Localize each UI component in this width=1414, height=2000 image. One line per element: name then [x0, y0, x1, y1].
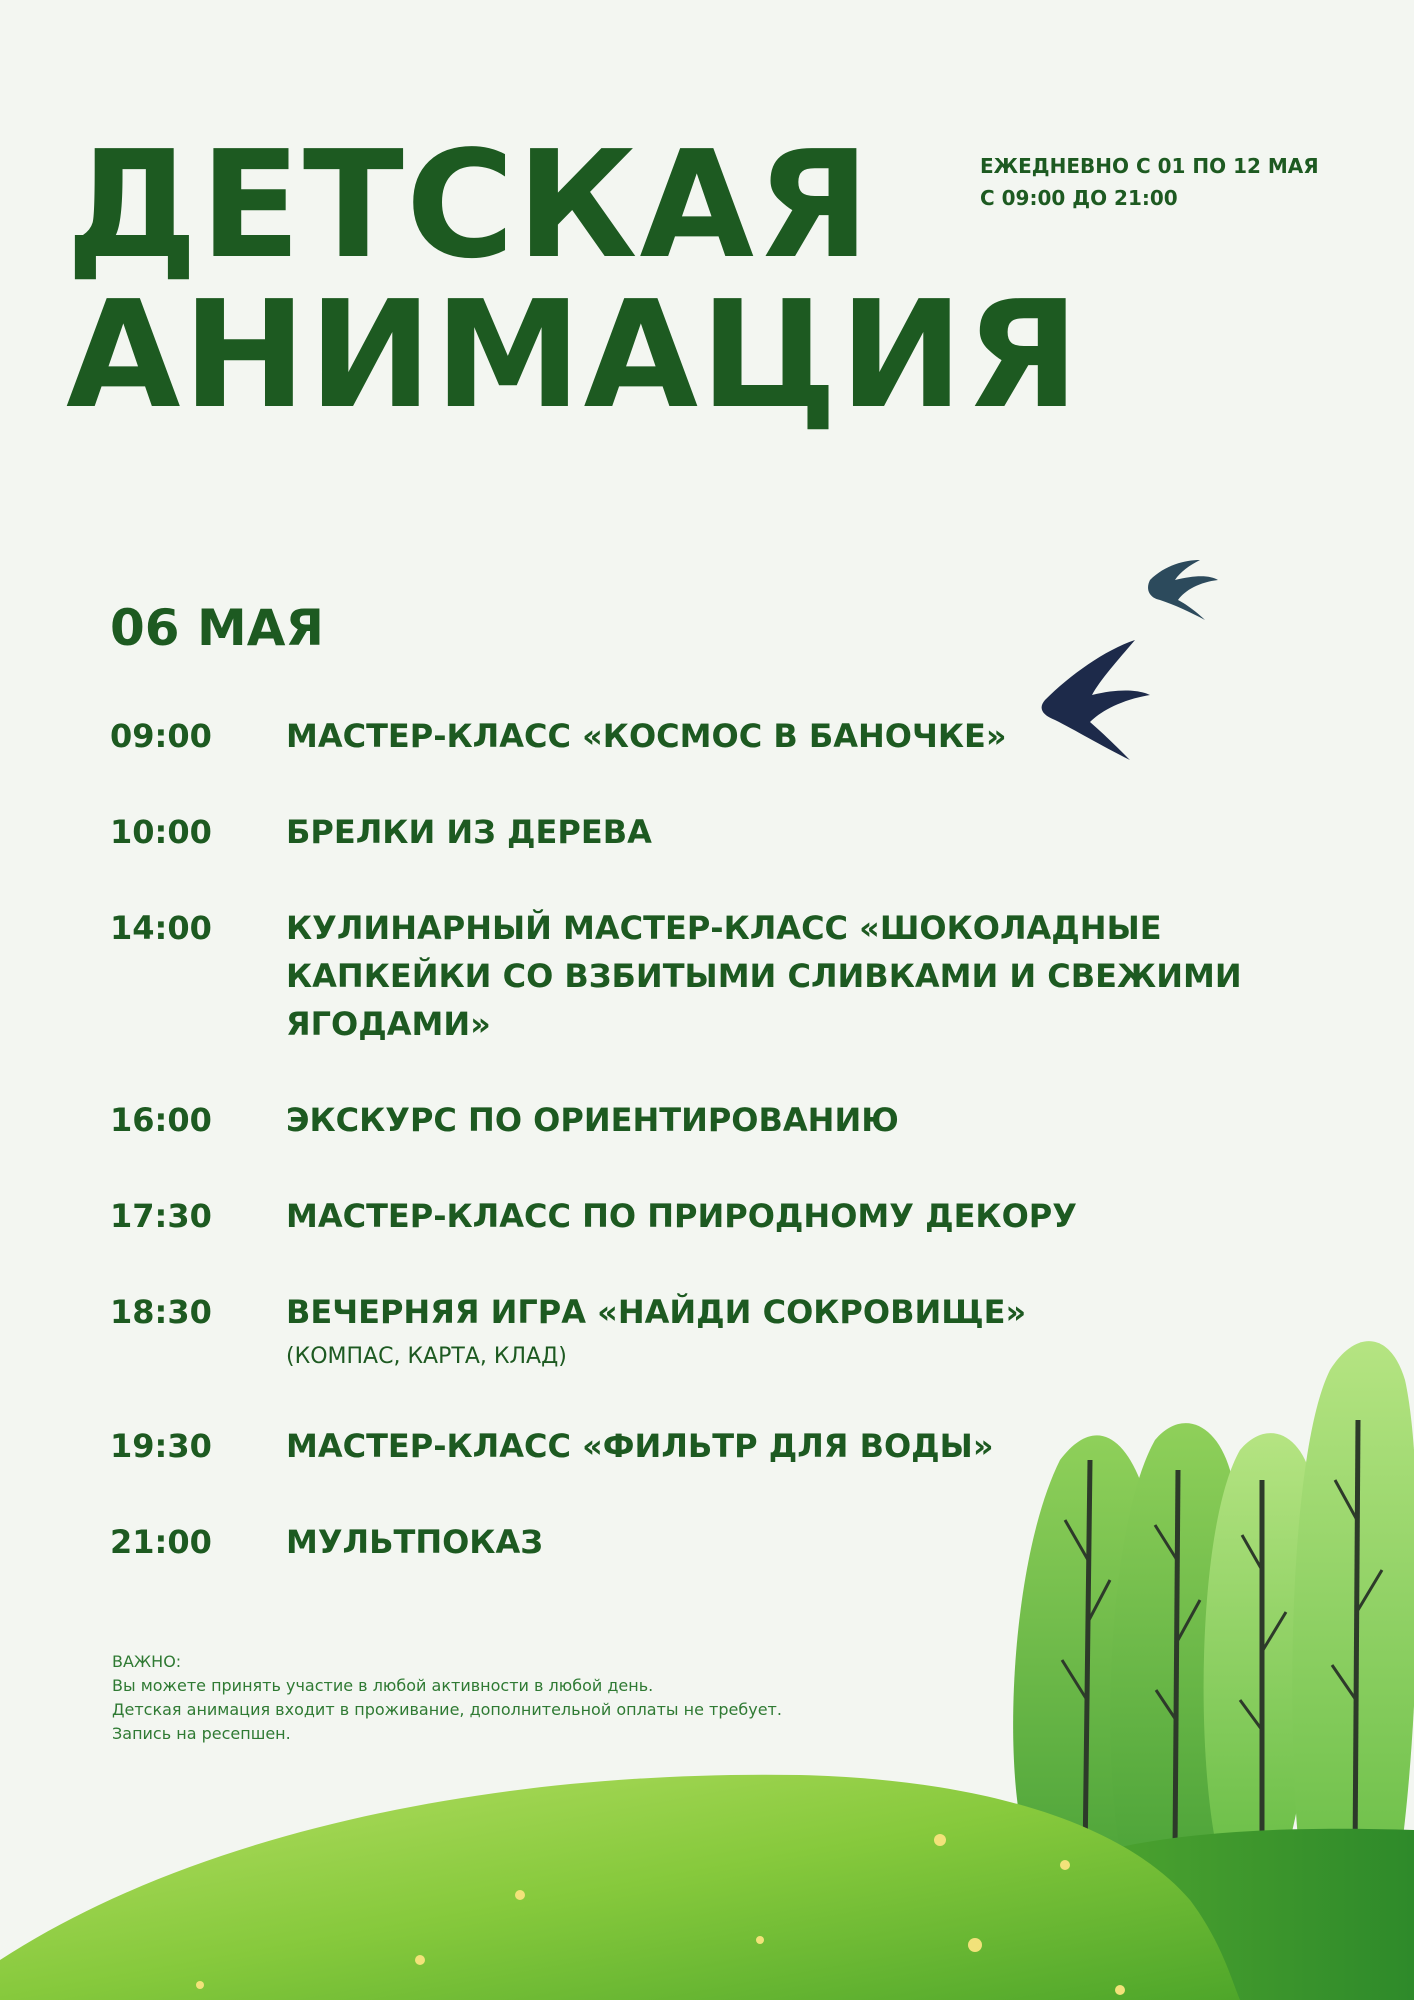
notice-heading: ВАЖНО:: [112, 1652, 182, 1671]
event-title: МУЛЬТПОКАЗ: [286, 1523, 543, 1561]
event-item: [110, 1192, 1340, 1240]
event-title: ВЕЧЕРНЯЯ ИГРА «НАЙДИ СОКРОВИЩЕ»: [286, 1293, 1027, 1331]
event-time: 16:00: [110, 1101, 212, 1139]
event-time: 17:30: [110, 1197, 212, 1235]
event-title: ЭКСКУРС ПО ОРИЕНТИРОВАНИЮ: [286, 1101, 899, 1139]
event-item: [110, 1096, 1340, 1144]
notice-line: Детская анимация входит в проживание, дополнительной оплаты не требует.: [112, 1700, 782, 1719]
schedule-dates: [980, 150, 1319, 214]
poster-title: [66, 119, 1082, 441]
event-title: МАСТЕР-КЛАСС «КОСМОС В БАНОЧКЕ»: [286, 717, 1007, 755]
event-item: [110, 1422, 1340, 1470]
event-item: [110, 712, 1340, 760]
title-line-2: АНИМАЦИЯ: [66, 269, 1082, 441]
schedule-hours: С 09:00 ДО 21:00: [980, 186, 1178, 210]
event-time: 18:30: [110, 1293, 212, 1331]
event-title: МАСТЕР-КЛАСС «ФИЛЬТР ДЛЯ ВОДЫ»: [286, 1427, 994, 1465]
event-time: 14:00: [110, 909, 212, 947]
swallow-bird-icon: [1148, 560, 1218, 620]
event-item: [110, 1518, 1340, 1566]
event-title: БРЕЛКИ ИЗ ДЕРЕВА: [286, 813, 652, 851]
schedule-date-range: ЕЖЕДНЕВНО С 01 ПО 12 МАЯ: [980, 154, 1319, 178]
event-title: МАСТЕР-КЛАСС ПО ПРИРОДНОМУ ДЕКОРУ: [286, 1197, 1077, 1235]
event-item: [110, 808, 1340, 856]
event-time: 21:00: [110, 1523, 212, 1561]
title-line-1: ДЕТСКАЯ: [66, 119, 872, 291]
event-time: 19:30: [110, 1427, 212, 1465]
event-note: (КОМПАС, КАРТА, КЛАД): [286, 1344, 567, 1369]
event-item: [110, 904, 1340, 1048]
event-time: 09:00: [110, 717, 212, 755]
important-notice: [112, 1650, 782, 1746]
notice-line: Вы можете принять участие в любой активности в любой день.: [112, 1676, 654, 1695]
notice-line: Запись на ресепшен.: [112, 1724, 291, 1743]
event-time: 10:00: [110, 813, 212, 851]
event-list: [110, 712, 1340, 1614]
event-item: [110, 1288, 1340, 1374]
event-title: КУЛИНАРНЫЙ МАСТЕР-КЛАСС «ШОКОЛАДНЫЕ КАПКЕЙКИ СО ВЗБИТЫМИ СЛИВКАМИ И СВЕЖИМИ ЯГОДАМИ»: [286, 909, 1242, 1043]
day-heading: 06 МАЯ: [110, 599, 324, 657]
